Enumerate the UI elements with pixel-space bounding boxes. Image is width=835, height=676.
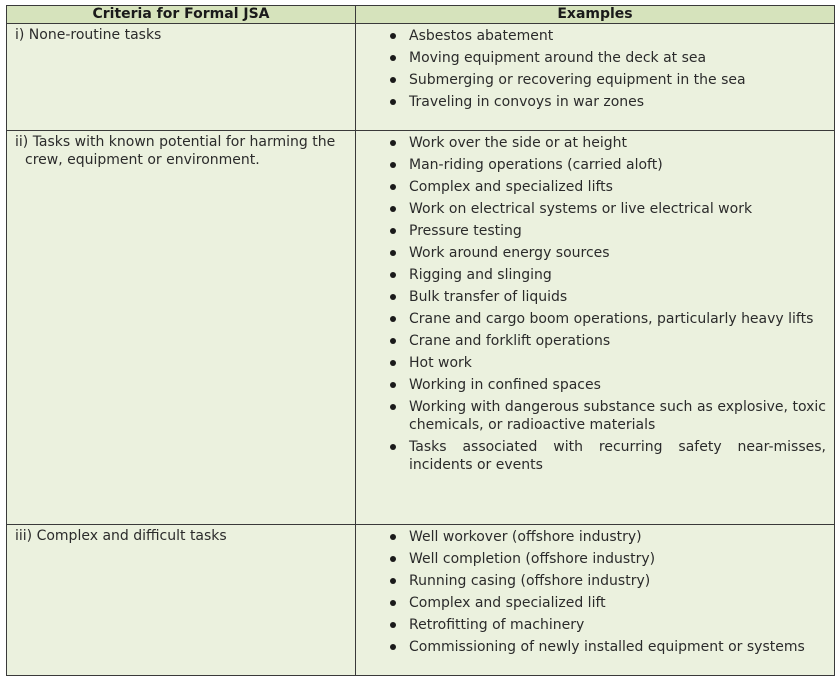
list-item: Asbestos abatement: [409, 27, 826, 45]
list-item: Work on electrical systems or live electrical work: [409, 200, 826, 218]
list-item: Well completion (offshore industry): [409, 550, 826, 568]
examples-cell: [356, 131, 835, 525]
table-header-row: [7, 6, 835, 24]
list-item: Moving equipment around the deck at sea: [409, 49, 826, 67]
list-item: Traveling in convoys in war zones: [409, 93, 826, 111]
list-item: Work around energy sources: [409, 244, 826, 262]
jsa-criteria-table: [6, 5, 835, 676]
list-item: Complex and specialized lifts: [409, 178, 826, 196]
list-item: Bulk transfer of liquids: [409, 288, 826, 306]
criteria-text: ii) Tasks with known potential for harming the crew, equipment or environment.: [15, 134, 336, 168]
examples-list: [356, 27, 826, 111]
criteria-text: i) None-routine tasks: [15, 27, 162, 43]
criteria-cell: [7, 525, 356, 676]
list-item: Well workover (offshore industry): [409, 528, 826, 546]
list-item: Pressure testing: [409, 222, 826, 240]
list-item: Work over the side or at height: [409, 134, 826, 152]
examples-list: [356, 528, 826, 656]
list-item: Submerging or recovering equipment in the sea: [409, 71, 826, 89]
criteria-cell: [7, 131, 356, 525]
examples-list: [356, 134, 826, 474]
list-item: Retrofitting of machinery: [409, 616, 826, 634]
examples-cell: [356, 24, 835, 131]
header-criteria: Criteria for Formal JSA: [7, 6, 356, 24]
list-item: Rigging and slinging: [409, 266, 826, 284]
list-item: Commissioning of newly installed equipment or systems: [409, 638, 826, 656]
list-item: Running casing (offshore industry): [409, 572, 826, 590]
examples-cell: [356, 525, 835, 676]
list-item: Tasks associated with recurring safety near-misses, incidents or events: [409, 439, 826, 473]
list-item: Hot work: [409, 354, 826, 372]
list-item: Working in confined spaces: [409, 376, 826, 394]
list-item: Crane and forklift operations: [409, 332, 826, 350]
criteria-cell: [7, 24, 356, 131]
table-row: [7, 131, 835, 525]
table-row: [7, 525, 835, 676]
list-item: Complex and specialized lift: [409, 594, 826, 612]
list-item: Working with dangerous substance such as explosive, toxic chemicals, or radioactive materials: [409, 399, 826, 433]
header-examples: Examples: [356, 6, 835, 24]
criteria-text: iii) Complex and difficult tasks: [15, 528, 227, 544]
list-item: Crane and cargo boom operations, particularly heavy lifts: [409, 310, 826, 328]
table-row: [7, 24, 835, 131]
list-item: Man-riding operations (carried aloft): [409, 156, 826, 174]
